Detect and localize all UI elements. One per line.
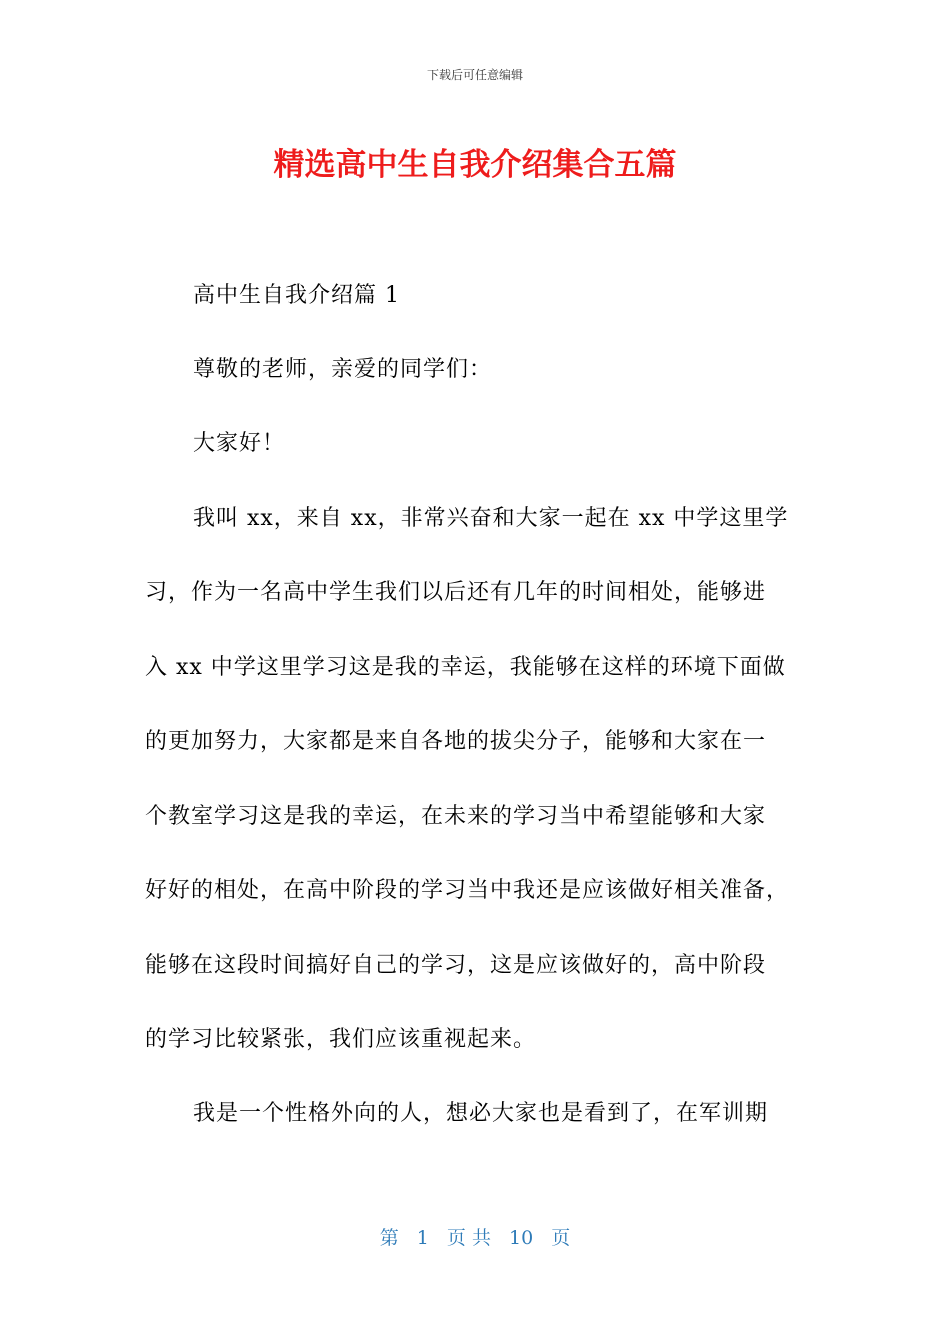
total-pages: 10	[509, 1227, 534, 1249]
current-page-number: 1	[416, 1227, 429, 1249]
footer-middle: 页 共	[446, 1227, 491, 1249]
section-heading: 高中生自我介绍篇 1	[193, 283, 400, 308]
paragraph-line: 的更加努力，大家都是来自各地的拔尖分子，能够和大家在一	[145, 729, 767, 754]
paragraph-line: 入 xx 中学这里学习这是我的幸运，我能够在这样的环境下面做	[145, 655, 786, 680]
footer-suffix: 页	[551, 1227, 571, 1249]
greeting: 大家好！	[193, 431, 286, 456]
salutation: 尊敬的老师，亲爱的同学们：	[193, 357, 493, 382]
footer-prefix: 第	[379, 1227, 399, 1249]
paragraph-line: 的学习比较紧张，我们应该重视起来。	[145, 1027, 537, 1052]
paragraph-line: 我叫 xx，来自 xx，非常兴奋和大家一起在 xx 中学这里学	[193, 506, 789, 531]
paragraph-line: 个教室学习这是我的幸运，在未来的学习当中希望能够和大家	[145, 804, 767, 829]
paragraph-line: 我是一个性格外向的人，想必大家也是看到了，在军训期	[193, 1101, 769, 1126]
document-title: 精选高中生自我介绍集合五篇	[273, 147, 677, 183]
paragraph-line: 好好的相处，在高中阶段的学习当中我还是应该做好相关准备，	[145, 878, 790, 903]
paragraph-line: 习，作为一名高中学生我们以后还有几年的时间相处，能够进	[145, 580, 767, 605]
header-note: 下载后可任意编辑	[426, 68, 523, 82]
page-footer	[0, 1226, 950, 1250]
paragraph-line: 能够在这段时间搞好自己的学习，这是应该做好的，高中阶段	[145, 953, 767, 978]
